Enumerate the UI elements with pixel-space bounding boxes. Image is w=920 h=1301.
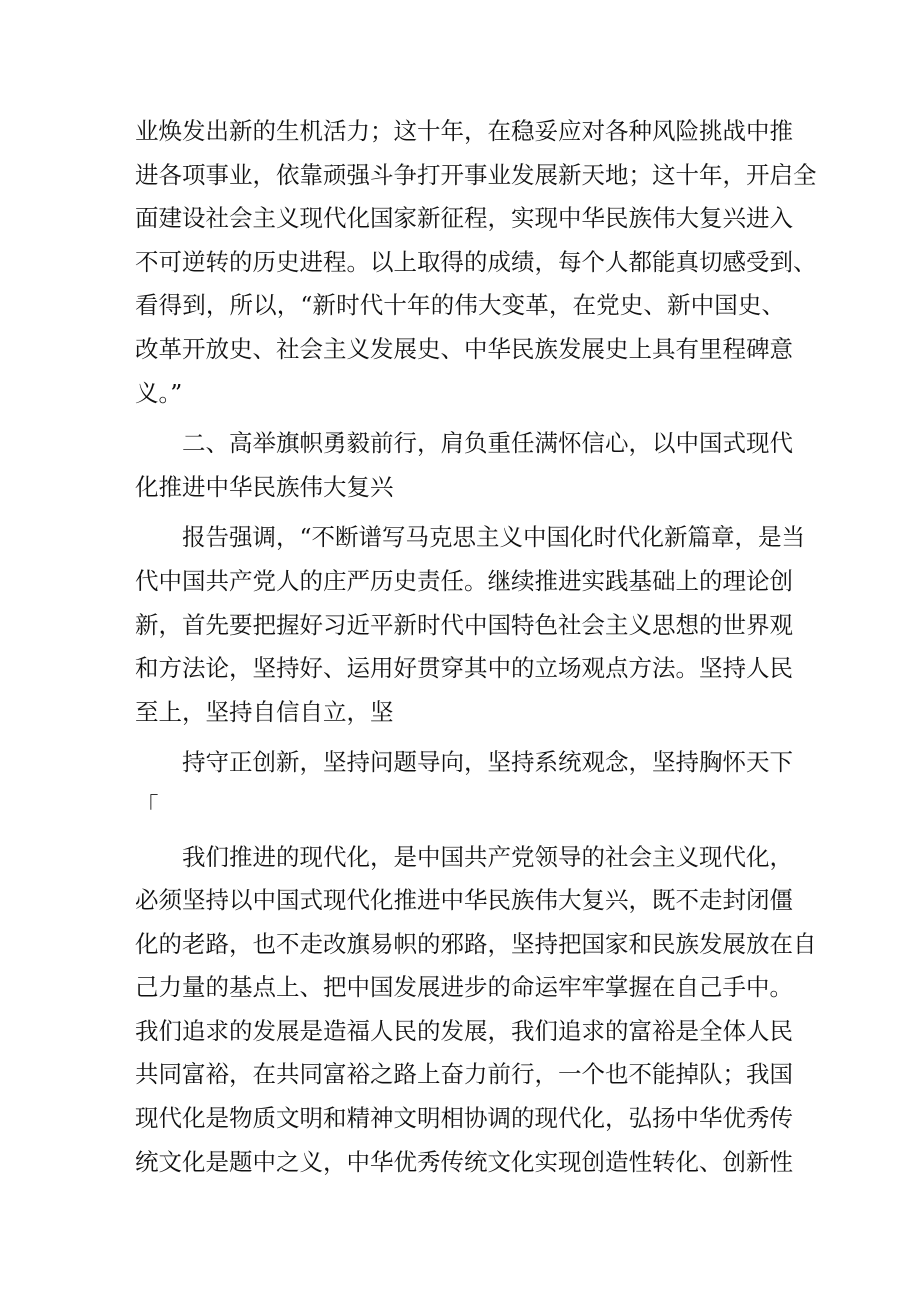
paragraph-2-heading (135, 422, 793, 509)
text-line: 和方法论，坚持好、运用好贯穿其中的立场观点方法。坚持人民 (135, 654, 793, 683)
text-line: 改革开放史、社会主义发展史、中华民族发展史上具有里程碑意 (135, 334, 793, 363)
text-line: 看得到，所以，“新时代十年的伟大变革，在党史、新中国史、 (135, 291, 785, 320)
text-line: 报告强调，“不断谱写马克思主义中国化时代化新篇章，是当 (182, 523, 806, 552)
text-line: 我们追求的发展是造福人民的发展，我们追求的富裕是全体人民 (135, 1016, 793, 1045)
text-line: 至上，坚持自信自立，坚 (135, 697, 394, 726)
document-body (135, 110, 817, 1184)
text-line: 面建设社会主义现代化国家新征程，实现中华民族伟大复兴进入 (135, 204, 793, 233)
text-line: 业焕发出新的生机活力；这十年，在稳妥应对各种风险挑战中推 (135, 117, 793, 145)
paragraph-4 (135, 741, 793, 828)
text-line: 共同富裕，在共同富裕之路上奋力前行，一个也不能掉队；我国 (135, 1060, 793, 1089)
text-line: 代中国共产党人的庄严历史责任。继续推进实践基础上的理论创 (135, 566, 793, 595)
text-line: 新，首先要把握好习近平新时代中国特色社会主义思想的世界观 (135, 610, 793, 639)
text-line: 义。” (135, 378, 183, 407)
text-line: 必须坚持以中国式现代化推进中华民族伟大复兴，既不走封闭僵 (135, 886, 793, 915)
text-line: 统文化是题中之义，中华优秀传统文化实现创造性转化、创新性 (135, 1147, 793, 1176)
text-line: 「 (135, 791, 159, 820)
text-line: 进各项事业，依靠顽强斗争打开事业发展新天地；这十年，开启全 (135, 160, 817, 189)
paragraph-5 (135, 836, 817, 1185)
heading-line: 二、高举旗帜勇毅前行，肩负重任满怀信心，以中国式现代 (182, 429, 793, 458)
text-line: 现代化是物质文明和精神文明相协调的现代化，弘扬中华优秀传 (135, 1104, 793, 1133)
text-line: 己力量的基点上、把中国发展进步的命运牢牢掌握在自己手中。 (135, 973, 793, 1002)
text-line: 我们推进的现代化，是中国共产党领导的社会主义现代化， (182, 842, 793, 871)
text-line: 化的老路，也不走改旗易帜的邪路，坚持把国家和民族发展放在自 (135, 929, 817, 958)
heading-line: 化推进中华民族伟大复兴 (135, 472, 394, 501)
text-line: 不可逆转的历史进程。以上取得的成绩，每个人都能真切感受到、 (135, 247, 817, 276)
text-line: 持守正创新，坚持问题导向，坚持系统观念，坚持胸怀天下 (182, 748, 793, 777)
paragraph-3 (135, 516, 806, 734)
paragraph-1 (135, 110, 817, 415)
